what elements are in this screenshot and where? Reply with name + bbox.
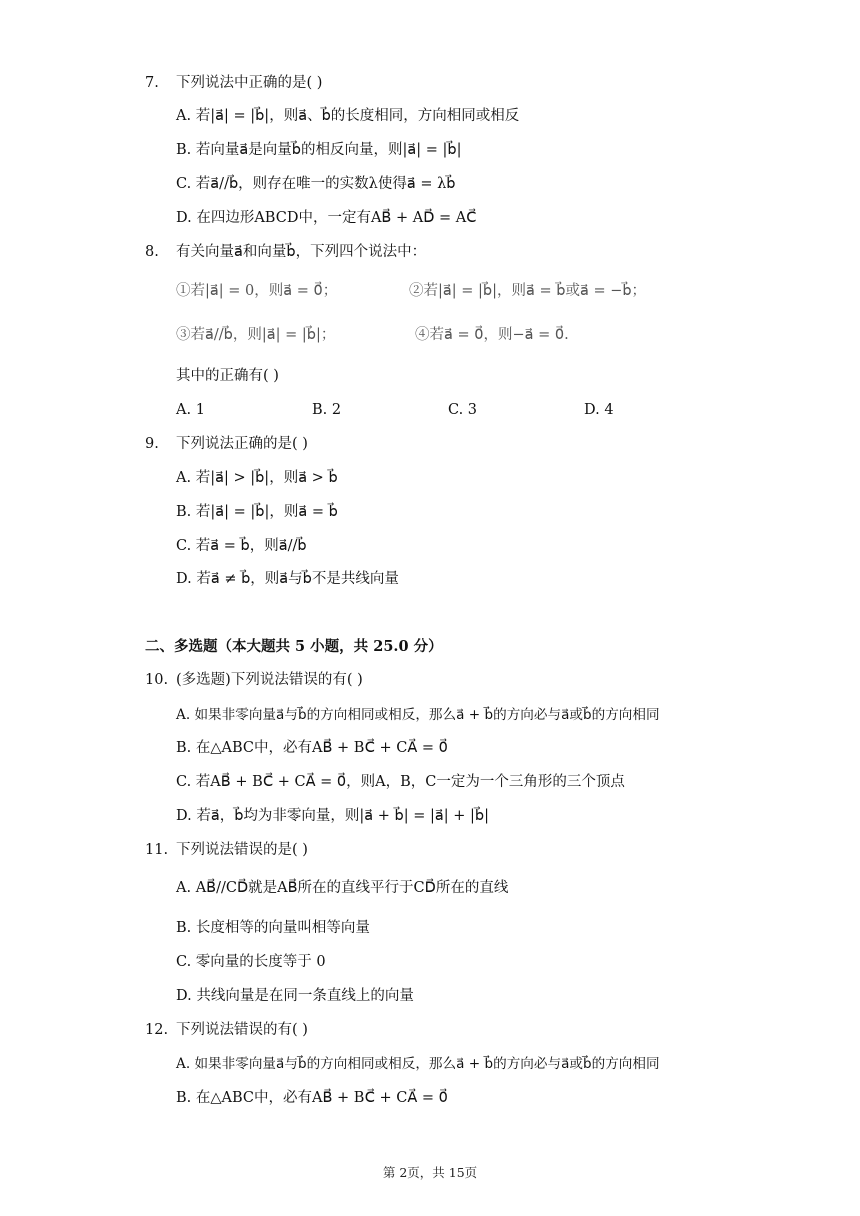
q8-option-d: D. 4 [584,402,614,418]
question-8-number: 8. [145,244,159,260]
section-title: 二、多选题（本大题共 5 小题，共 25.0 分） [145,638,443,655]
q8-statement-4: ④若a⃗ = 0⃗，则−a⃗ = 0⃗. [415,327,569,343]
q7-option-a: A. 若|a⃗| = |b⃗|，则a⃗、b⃗的长度相同，方向相同或相反 [176,108,520,124]
question-11-stem: 下列说法错误的是( ) [176,842,308,858]
q12-option-a: A. 如果非零向量a⃗与b⃗的方向相同或相反，那么a⃗ + b⃗的方向必与a⃗或b⃗的方向相同 [176,1056,660,1072]
q10-option-a: A. 如果非零向量a⃗与b⃗的方向相同或相反，那么a⃗ + b⃗的方向必与a⃗或b⃗的方向相同 [176,707,660,723]
q7-option-c: C. 若a⃗//b⃗，则存在唯一的实数λ使得a⃗ = λb⃗ [176,176,456,192]
q9-option-b: B. 若|a⃗| = |b⃗|，则a⃗ = b⃗ [176,504,338,520]
question-7-number: 7. [145,75,159,91]
q9-option-a: A. 若|a⃗| > |b⃗|，则a⃗ > b⃗ [176,470,338,486]
q11-option-c: C. 零向量的长度等于 0 [176,954,326,970]
q7-option-d: D. 在四边形ABCD中，一定有AB⃗ + AD⃗ = AC⃗ [176,210,477,226]
question-11-number: 11. [145,842,169,858]
q8-option-a: A. 1 [176,402,205,418]
question-7-stem: 下列说法中正确的是( ) [176,75,323,91]
q8-statement-2: ②若|a⃗| = |b⃗|，则a⃗ = b⃗或a⃗ = −b⃗； [409,283,647,299]
question-10-number: 10. [145,672,169,688]
q7-option-b: B. 若向量a⃗是向量b⃗的相反向量，则|a⃗| = |b⃗| [176,142,462,158]
question-9-stem: 下列说法正确的是( ) [176,436,308,452]
q8-option-b: B. 2 [312,402,342,418]
q11-option-a: A. AB⃗//CD⃗就是AB⃗所在的直线平行于CD⃗所在的直线 [176,880,509,896]
q12-option-b: B. 在△ABC中，必有AB⃗ + BC⃗ + CA⃗ = 0⃗ [176,1090,448,1106]
q9-option-d: D. 若a⃗ ≠ b⃗，则a⃗与b⃗不是共线向量 [176,571,399,587]
question-9-number: 9. [145,436,159,452]
q9-option-c: C. 若a⃗ = b⃗，则a⃗//b⃗ [176,538,307,554]
question-12-number: 12. [145,1022,169,1038]
q11-option-b: B. 长度相等的向量叫相等向量 [176,920,370,936]
q8-option-c: C. 3 [448,402,478,418]
q8-statement-3: ③若a⃗//b⃗，则|a⃗| = |b⃗|； [176,327,336,343]
q8-statement-1: ①若|a⃗| = 0，则a⃗ = 0⃗； [176,283,338,299]
question-10-stem: (多选题)下列说法错误的有( ) [176,672,363,688]
q11-option-d: D. 共线向量是在同一条直线上的向量 [176,988,414,1004]
question-8-stem: 有关向量a⃗和向量b⃗，下列四个说法中： [176,244,427,260]
question-12-stem: 下列说法错误的有( ) [176,1022,308,1038]
page-footer: 第 2页，共 15页 [382,1165,478,1180]
q8-sub-stem: 其中的正确有( ) [176,368,279,384]
q10-option-b: B. 在△ABC中，必有AB⃗ + BC⃗ + CA⃗ = 0⃗ [176,740,448,756]
q10-option-c: C. 若AB⃗ + BC⃗ + CA⃗ = 0⃗，则A，B，C一定为一个三角形的三个顶点 [176,774,625,790]
q10-option-d: D. 若a⃗，b⃗均为非零向量，则|a⃗ + b⃗| = |a⃗| + |b⃗| [176,808,490,824]
